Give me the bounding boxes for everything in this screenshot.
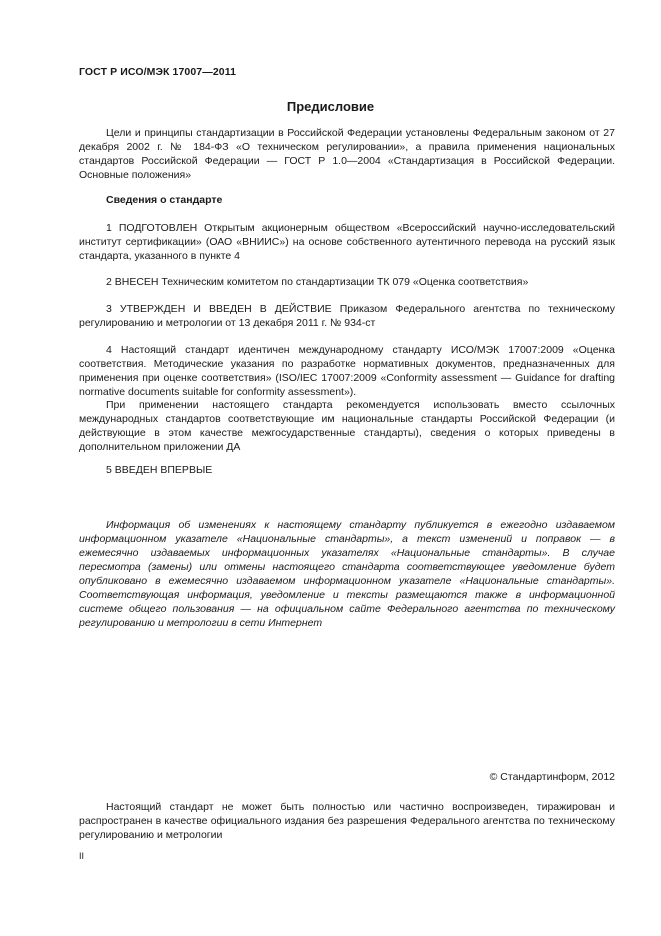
item-1-paragraph: 1 ПОДГОТОВЛЕН Открытым акционерным обществом «Всероссийский научно-исследовательский институт сертификации» (ОАО «ВНИИС») на основе собственного аутентичного перевода на русский язык стандарта, указанного в пункте 4 [79,222,615,262]
section-subtitle: Сведения о стандарте [106,194,223,206]
page-title: Предисловие [286,99,375,114]
document-code-header: ГОСТ Р ИСО/МЭК 17007—2011 [79,66,237,78]
item-2-paragraph: 2 ВНЕСЕН Техническим комитетом по стандартизации ТК 079 «Оценка соответствия» [106,276,529,288]
item-4-usage-paragraph: При применении настоящего стандарта рекомендуется использовать вместо ссылочных международных стандартов соответствующие им национальные стандарты Российской Федерации (и действующие в этом качестве межгосударственные стандарты), сведения о которых приведены в дополнительном приложении ДА [79,399,615,453]
changes-info-notice: Информация об изменениях к настоящему стандарту публикуется в ежегодно издаваемом информационном указателе «Национальные стандарты», а текст изменений и поправок — в ежемесячно издаваемых информационных указателях «Национальные стандарты». В случае пересмотра (замены) или отмены настоящего стандарта соответствующее уведомление будет опубликовано в ежемесячно издаваемом информационном указателе «Национальные стандарты». Соответствующая информация, уведомление и тексты размещаются также в информационной системе общего пользования — на официальном сайте Федерального агентства по техническому регулированию и метрологии в сети Интернет [79,519,615,629]
item-5-paragraph: 5 ВВЕДЕН ВПЕРВЫЕ [106,464,213,476]
item-4-paragraph: 4 Настоящий стандарт идентичен международному стандарту ИСО/МЭК 17007:2009 «Оценка соответствия. Методические указания по разработке нормативных документов, предназначенных для применения при оценке соответствия» (ISO/IEC 17007:2009 «Conformity assessment — Guidance for drafting normative documents suitable for conformity assessment»). [79,344,615,398]
page-number: II [79,851,85,861]
intro-paragraph: Цели и принципы стандартизации в Российской Федерации установлены Федеральным законом от 27 декабря 2002 г. № 184-ФЗ «О техническом регулировании», а правила применения национальных стандартов Российской Федерации — ГОСТ Р 1.0—2004 «Стандартизация в Российской Федерации. Основные положения» [79,127,615,181]
reproduction-notice: Настоящий стандарт не может быть полностью или частично воспроизведен, тиражирован и распространен в качестве официального издания без разрешения Федерального агентства по техническому регулированию и метрологии [79,801,615,841]
copyright-line: © Стандартинформ, 2012 [489,771,615,783]
item-3-paragraph: 3 УТВЕРЖДЕН И ВВЕДЕН В ДЕЙСТВИЕ Приказом Федерального агентства по техническому регулированию и метрологии от 13 декабря 2011 г. № 934-ст [79,303,615,329]
